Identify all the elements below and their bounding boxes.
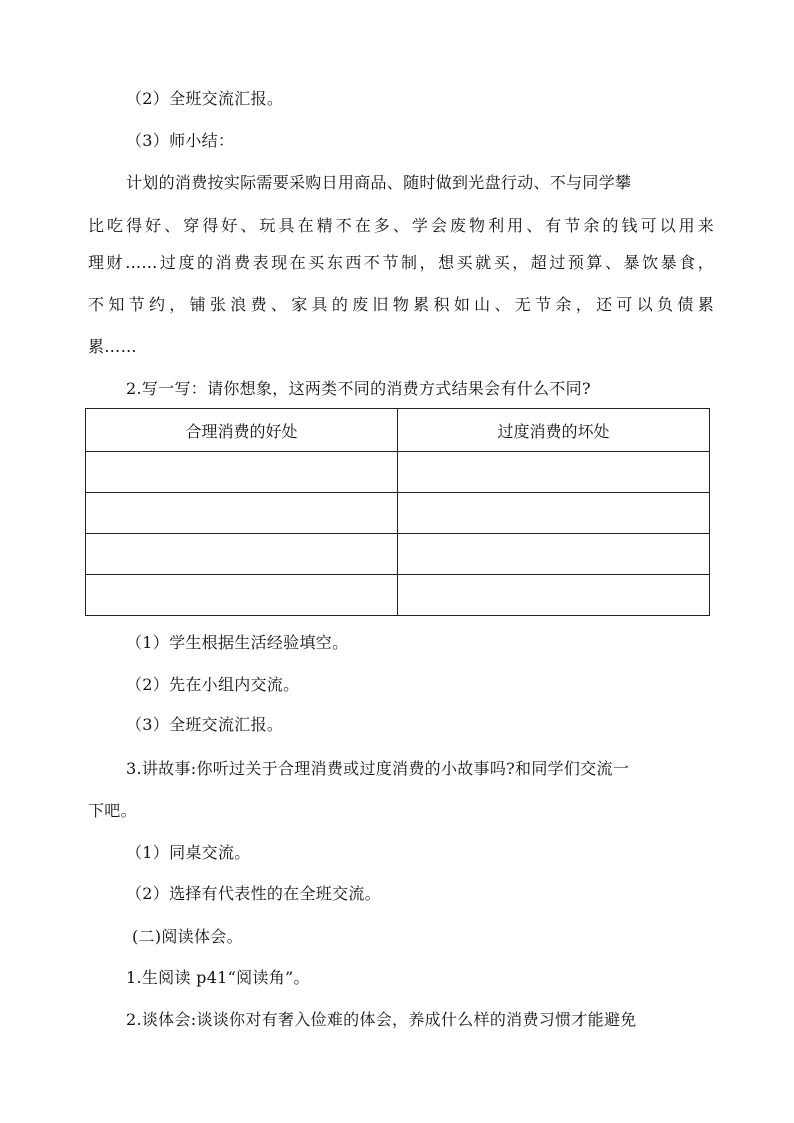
- paragraph: （2）先在小组内交流。: [126, 675, 300, 694]
- paragraph: 不知节约，铺张浪费、家具的废旧物累积如山、无节余，还可以负债累: [88, 295, 714, 314]
- paragraph: （3）师小结：: [126, 131, 235, 150]
- table-row: [86, 452, 710, 493]
- table-cell: [398, 575, 710, 616]
- table-header-cell: 合理消费的好处: [86, 409, 398, 452]
- table-cell: [398, 493, 710, 534]
- section-heading: (二)阅读体会。: [132, 927, 243, 946]
- paragraph: 累……: [88, 337, 137, 356]
- table-row: [86, 575, 710, 616]
- paragraph: 3.讲故事:你听过关于合理消费或过度消费的小故事吗?和同学们交流一: [126, 759, 630, 778]
- paragraph: （1）同桌交流。: [126, 843, 251, 862]
- table-cell: [86, 493, 398, 534]
- table-row: [86, 493, 710, 534]
- paragraph: 计划的消费按实际需要采购日用商品、随时做到光盘行动、不与同学攀: [126, 173, 632, 192]
- table-header-row: [86, 409, 710, 452]
- table-cell: [86, 534, 398, 575]
- table-row: [86, 534, 710, 575]
- paragraph: （1）学生根据生活经验填空。: [126, 633, 349, 652]
- paragraph: 下吧。: [88, 801, 137, 820]
- paragraph: 1.生阅读 p41“阅读角”。: [126, 968, 310, 987]
- paragraph: 比吃得好、穿得好、玩具在精不在多、学会废物利用、有节余的钱可以用来: [88, 216, 714, 235]
- comparison-table: [85, 408, 710, 616]
- paragraph: 理财……过度的消费表现在买东西不节制，想买就买，超过预算、暴饮暴食，: [88, 253, 714, 272]
- table-cell: [86, 575, 398, 616]
- paragraph: （2）全班交流汇报。: [126, 89, 284, 108]
- table-header-cell: 过度消费的坏处: [398, 409, 710, 452]
- paragraph: （2）选择有代表性的在全班交流。: [126, 884, 381, 903]
- table-cell: [86, 452, 398, 493]
- table-cell: [398, 534, 710, 575]
- table-cell: [398, 452, 710, 493]
- paragraph: （3）全班交流汇报。: [126, 715, 284, 734]
- paragraph: 2.谈体会:谈谈你对有奢入俭难的体会，养成什么样的消费习惯才能避免: [126, 1010, 637, 1029]
- paragraph: 2.写一写：请你想象，这两类不同的消费方式结果会有什么不同?: [126, 379, 591, 398]
